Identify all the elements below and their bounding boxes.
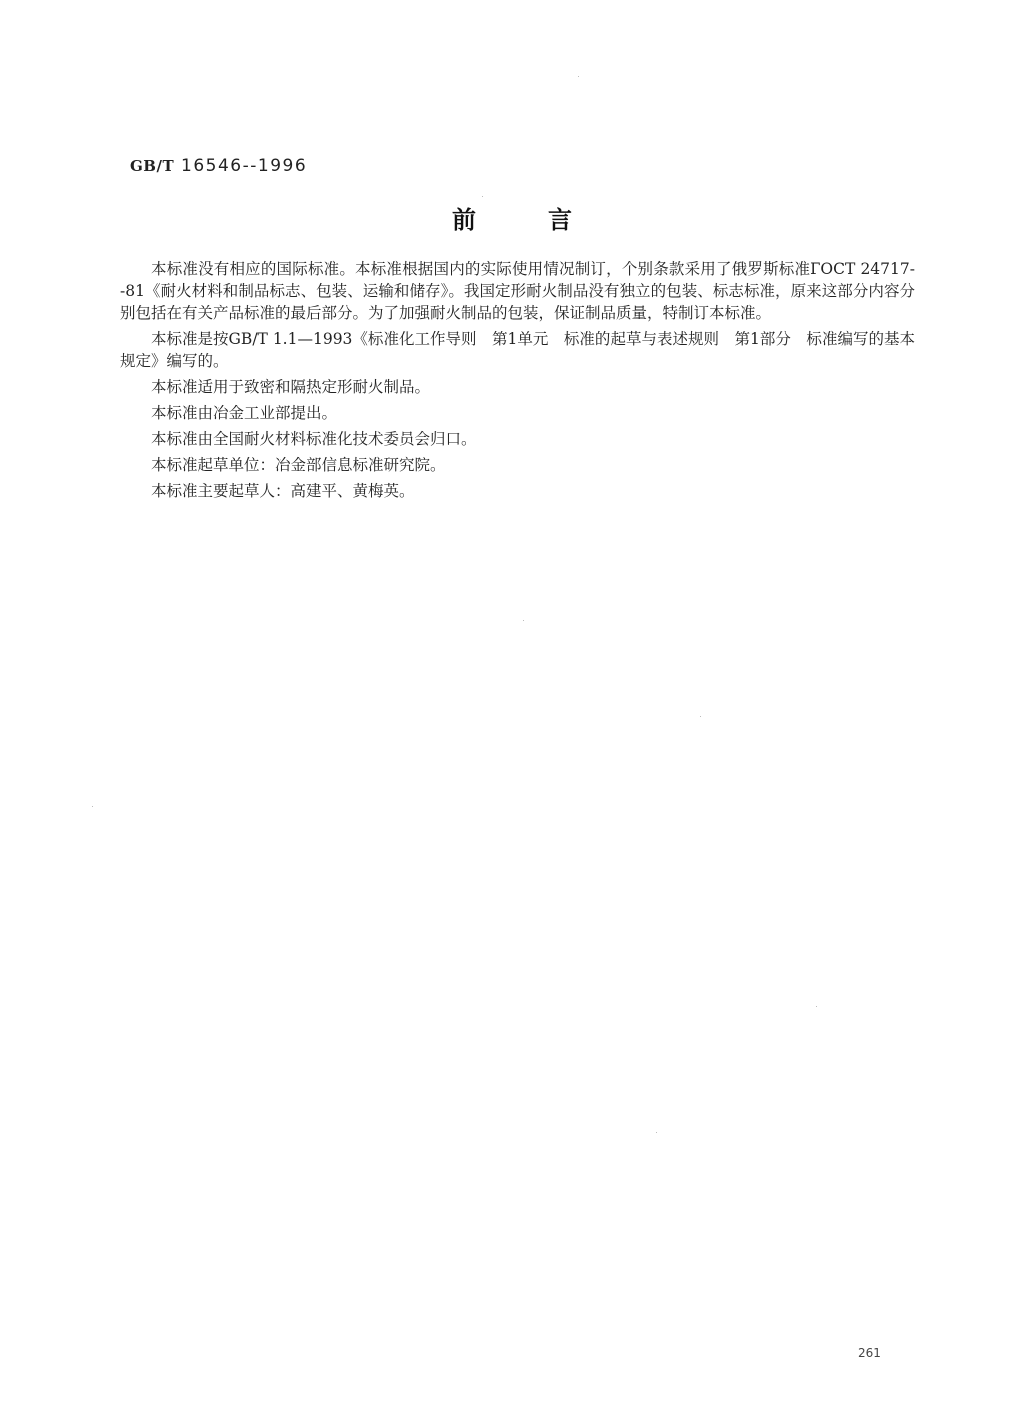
paragraph-drafting-unit: 本标准起草单位：冶金部信息标准研究院。 bbox=[151, 456, 446, 474]
standard-number: 16546--1996 bbox=[181, 156, 308, 176]
scan-speck bbox=[816, 1006, 817, 1007]
paragraph-drafters: 本标准主要起草人：高建平、黄梅英。 bbox=[151, 482, 415, 500]
page-number: 261 bbox=[858, 1346, 881, 1360]
standard-prefix: GB/T bbox=[130, 157, 175, 175]
paragraph-scope: 本标准适用于致密和隔热定形耐火制品。 bbox=[151, 378, 431, 396]
paragraph-intro: 本标准没有相应的国际标准。本标准根据国内的实际使用情况制订，个别条款采用了俄罗斯标准ГОСТ 24717--81《耐火材料和制品标志、包装、运输和储存》。我国定形耐火制品没有独立的包装、标志标准，原来这部分内容分别包括在有关产品标准的最后部分。为了加强耐火制品的包装，保证制品质量，特制订本标准。 bbox=[120, 260, 915, 322]
scan-speck bbox=[578, 76, 579, 77]
page-title: 前言 bbox=[452, 205, 644, 234]
paragraph-proposer: 本标准由冶金工业部提出。 bbox=[151, 404, 338, 422]
scan-speck bbox=[700, 716, 701, 717]
scan-speck bbox=[656, 1132, 657, 1133]
paragraph-drafting-rules: 本标准是按GB/T 1.1—1993《标准化工作导则 第1单元 标准的起草与表述规则 第1部分 标准编写的基本规定》编写的。 bbox=[120, 330, 915, 370]
scan-speck bbox=[92, 806, 93, 807]
foreword-body bbox=[120, 258, 915, 506]
scan-speck bbox=[482, 196, 483, 197]
paragraph-committee: 本标准由全国耐火材料标准化技术委员会归口。 bbox=[151, 430, 477, 448]
standard-code bbox=[130, 156, 307, 176]
scan-speck bbox=[523, 620, 524, 621]
